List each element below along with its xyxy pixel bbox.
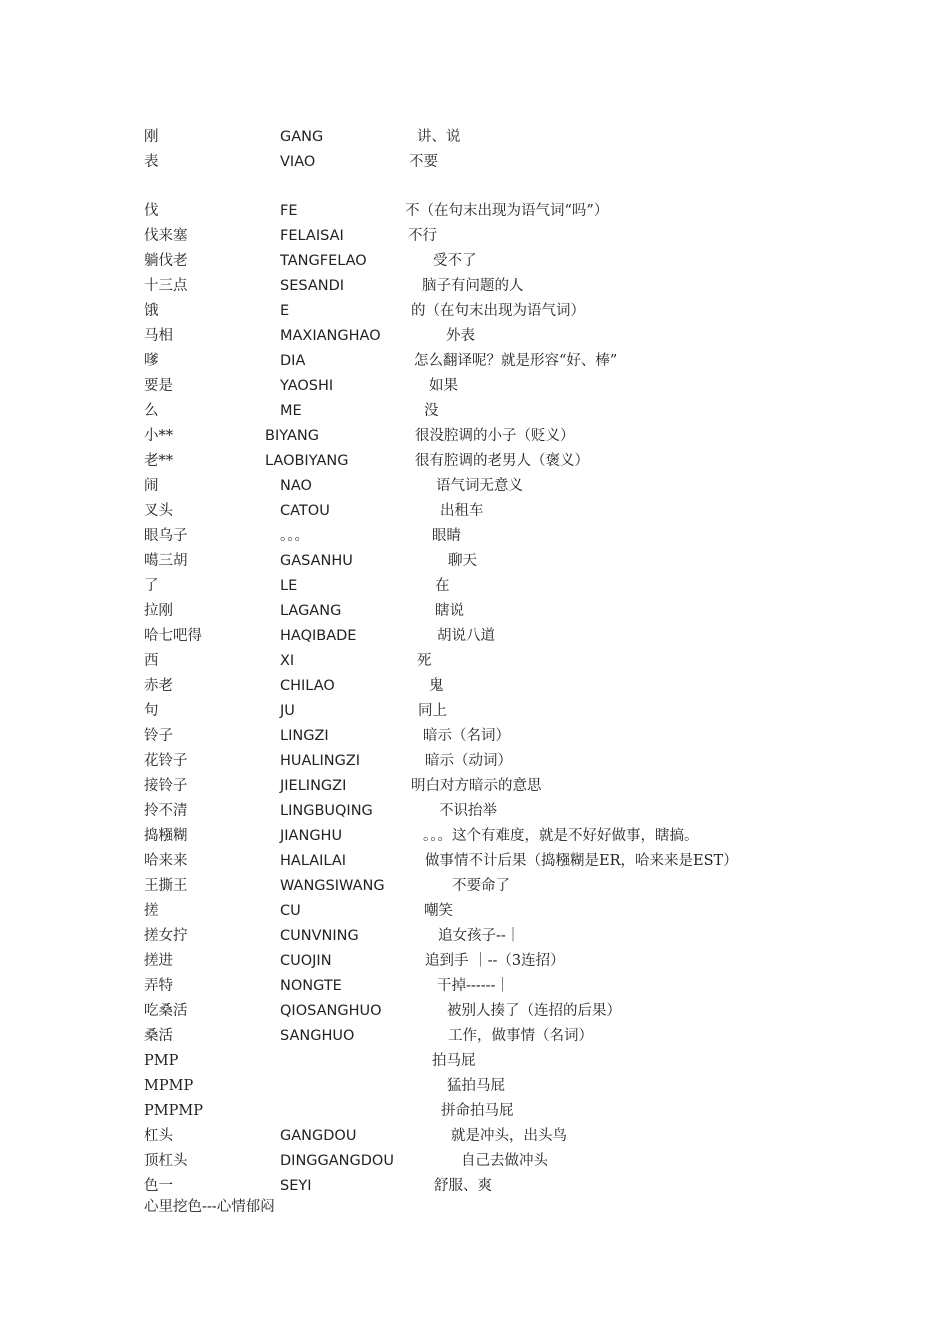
term-cell: 色一 <box>144 1178 173 1194</box>
glossary-row <box>0 151 950 173</box>
glossary-row <box>0 800 950 822</box>
term-cell: 拉刚 <box>144 603 173 619</box>
glossary-row <box>0 950 950 972</box>
term-cell: 搓女拧 <box>144 928 188 944</box>
meaning-cell: 被别人揍了（连招的后果） <box>447 1003 621 1019</box>
term-cell: 花铃子 <box>144 753 188 769</box>
glossary-row <box>0 875 950 897</box>
glossary-row <box>0 775 950 797</box>
meaning-cell: 追到手 ｜--（3连招） <box>425 953 565 969</box>
pinyin-cell: CUOJIN <box>280 953 332 969</box>
glossary-row <box>0 250 950 272</box>
glossary-row <box>0 1000 950 1022</box>
glossary-row <box>0 450 950 472</box>
pinyin-cell: XI <box>280 653 295 669</box>
pinyin-cell: LAOBIYANG <box>265 453 349 469</box>
term-cell: 西 <box>144 653 159 669</box>
glossary-row <box>0 200 950 222</box>
term-cell: 老** <box>144 453 173 469</box>
pinyin-cell: YAOSHI <box>280 378 334 394</box>
meaning-cell: 明白对方暗示的意思 <box>411 778 542 794</box>
meaning-cell: 同上 <box>418 703 447 719</box>
pinyin-cell: SESANDI <box>280 278 345 294</box>
glossary-row <box>0 550 950 572</box>
glossary-row <box>0 350 950 372</box>
meaning-cell: 怎么翻译呢？就是形容“好、棒” <box>414 353 618 369</box>
meaning-cell: 自己去做冲头 <box>461 1153 548 1169</box>
meaning-cell: 很没腔调的小子（贬义） <box>415 428 575 444</box>
term-cell: 铃子 <box>144 728 173 744</box>
term-cell: 刚 <box>144 129 159 145</box>
pinyin-cell: HUALINGZI <box>280 753 361 769</box>
pinyin-cell: JU <box>280 703 295 719</box>
pinyin-cell: CU <box>280 903 301 919</box>
meaning-cell: 拍马屁 <box>432 1053 476 1069</box>
glossary-row <box>0 675 950 697</box>
meaning-cell: 没 <box>424 403 439 419</box>
term-cell: 哈来来 <box>144 853 188 869</box>
meaning-cell: 聊天 <box>448 553 477 569</box>
meaning-cell: 鬼 <box>429 678 444 694</box>
meaning-cell: 。。。这个有难度，就是不好好做事，瞎搞。 <box>423 828 699 844</box>
meaning-cell: 嘲笑 <box>424 903 453 919</box>
term-cell: 赤老 <box>144 678 173 694</box>
term-cell: 顶杠头 <box>144 1153 188 1169</box>
pinyin-cell: JIELINGZI <box>280 778 347 794</box>
glossary-row <box>0 725 950 747</box>
pinyin-cell: GANGDOU <box>280 1128 357 1144</box>
term-cell: 噶三胡 <box>144 553 188 569</box>
glossary-row <box>0 126 950 148</box>
glossary-row <box>0 650 950 672</box>
meaning-cell: 讲、说 <box>417 129 461 145</box>
term-cell: 搓进 <box>144 953 173 969</box>
term-cell: 拎不清 <box>144 803 188 819</box>
glossary-row <box>0 1100 950 1122</box>
term-cell: 饿 <box>144 303 159 319</box>
glossary-row <box>0 575 950 597</box>
meaning-cell: 干掉------｜ <box>437 978 510 994</box>
meaning-cell: 不识抬举 <box>439 803 497 819</box>
glossary-row <box>0 1125 950 1147</box>
meaning-cell: 外表 <box>446 328 475 344</box>
glossary-row <box>0 375 950 397</box>
term-cell: 么 <box>144 403 159 419</box>
term-cell: 叉头 <box>144 503 173 519</box>
pinyin-cell: GANG <box>280 129 324 145</box>
pinyin-cell: DIA <box>280 353 306 369</box>
pinyin-cell: SEYI <box>280 1178 312 1194</box>
pinyin-cell: DINGGANGDOU <box>280 1153 394 1169</box>
meaning-cell: 语气词无意义 <box>436 478 523 494</box>
glossary-row <box>0 750 950 772</box>
meaning-cell: 就是冲头，出头鸟 <box>451 1128 567 1144</box>
meaning-cell: 瞎说 <box>435 603 464 619</box>
term-cell: 弄特 <box>144 978 173 994</box>
pinyin-cell: NAO <box>280 478 312 494</box>
glossary-row <box>0 1075 950 1097</box>
meaning-cell: 不要 <box>409 154 438 170</box>
term-cell: 句 <box>144 703 159 719</box>
meaning-cell: 死 <box>417 653 432 669</box>
meaning-cell: 脑子有问题的人 <box>422 278 524 294</box>
pinyin-cell: MAXIANGHAO <box>280 328 381 344</box>
term-cell: 伐来塞 <box>144 228 188 244</box>
term-cell: 搓 <box>144 903 159 919</box>
pinyin-cell: TANGFELAO <box>280 253 367 269</box>
glossary-row <box>0 525 950 547</box>
meaning-cell: 在 <box>435 578 450 594</box>
pinyin-cell: LAGANG <box>280 603 342 619</box>
pinyin-cell: LINGBUQING <box>280 803 373 819</box>
pinyin-cell: CHILAO <box>280 678 335 694</box>
pinyin-cell: SANGHUO <box>280 1028 355 1044</box>
term-cell: PMPMP <box>144 1103 203 1119</box>
term-cell: 嗲 <box>144 353 159 369</box>
pinyin-cell: JIANGHU <box>280 828 343 844</box>
meaning-cell: 胡说八道 <box>437 628 495 644</box>
meaning-cell: 工作，做事情（名词） <box>448 1028 593 1044</box>
meaning-cell: 不行 <box>408 228 437 244</box>
term-cell: 了 <box>144 578 159 594</box>
meaning-cell: 不（在句末出现为语气词“吗”） <box>405 203 609 219</box>
glossary-row <box>0 1175 950 1197</box>
term-cell: 躺伐老 <box>144 253 188 269</box>
meaning-cell: 暗示（名词） <box>423 728 510 744</box>
pinyin-cell: FE <box>280 203 298 219</box>
glossary-row <box>0 925 950 947</box>
term-cell: MPMP <box>144 1078 194 1094</box>
term-cell: 闹 <box>144 478 159 494</box>
pinyin-cell: HAQIBADE <box>280 628 357 644</box>
term-cell: 小** <box>144 428 173 444</box>
glossary-row <box>0 625 950 647</box>
glossary-row <box>0 400 950 422</box>
pinyin-cell: E <box>280 303 290 319</box>
pinyin-cell: CUNVNING <box>280 928 359 944</box>
term-cell: 王撕王 <box>144 878 188 894</box>
glossary-row <box>0 1150 950 1172</box>
term-cell: 要是 <box>144 378 173 394</box>
meaning-cell: 猛拍马屁 <box>447 1078 505 1094</box>
term-cell: 吃桑活 <box>144 1003 188 1019</box>
meaning-cell: 如果 <box>429 378 458 394</box>
meaning-cell: 做事情不计后果（捣糨糊是ER，哈来来是EST） <box>425 853 738 869</box>
meaning-cell: 的（在句末出现为语气词） <box>411 303 585 319</box>
term-cell: PMP <box>144 1053 179 1069</box>
term-cell: 十三点 <box>144 278 188 294</box>
glossary-row <box>0 300 950 322</box>
pinyin-cell: WANGSIWANG <box>280 878 385 894</box>
glossary-row <box>0 1025 950 1047</box>
pinyin-cell: FELAISAI <box>280 228 344 244</box>
pinyin-cell: GASANHU <box>280 553 353 569</box>
pinyin-cell: LE <box>280 578 298 594</box>
pinyin-cell: NONGTE <box>280 978 342 994</box>
meaning-cell: 暗示（动词） <box>425 753 512 769</box>
pinyin-cell: CATOU <box>280 503 330 519</box>
glossary-row <box>0 475 950 497</box>
meaning-cell: 拼命拍马屁 <box>441 1103 514 1119</box>
glossary-row <box>0 325 950 347</box>
pinyin-cell: BIYANG <box>265 428 319 444</box>
term-cell: 表 <box>144 154 159 170</box>
term-cell: 马相 <box>144 328 173 344</box>
glossary-row <box>0 900 950 922</box>
meaning-cell: 眼睛 <box>432 528 461 544</box>
glossary-row <box>0 825 950 847</box>
meaning-cell: 很有腔调的老男人（褒义） <box>415 453 589 469</box>
pinyin-cell: 。。。 <box>280 528 309 544</box>
glossary-row <box>0 850 950 872</box>
glossary-row <box>0 600 950 622</box>
term-cell: 捣糨糊 <box>144 828 188 844</box>
pinyin-cell: QIOSANGHUO <box>280 1003 382 1019</box>
pinyin-cell: LINGZI <box>280 728 329 744</box>
footer-line: 心里挖色---心情郁闷 <box>144 1199 275 1215</box>
term-cell: 杠头 <box>144 1128 173 1144</box>
glossary-row <box>0 425 950 447</box>
glossary-row <box>0 1050 950 1072</box>
term-cell: 伐 <box>144 203 159 219</box>
meaning-cell: 出租车 <box>440 503 484 519</box>
glossary-row <box>0 975 950 997</box>
pinyin-cell: HALAILAI <box>280 853 347 869</box>
pinyin-cell: ME <box>280 403 302 419</box>
glossary-row <box>0 700 950 722</box>
pinyin-cell: VIAO <box>280 154 316 170</box>
glossary-row <box>0 225 950 247</box>
term-cell: 接铃子 <box>144 778 188 794</box>
term-cell: 眼乌子 <box>144 528 188 544</box>
meaning-cell: 受不了 <box>433 253 477 269</box>
glossary-row <box>0 500 950 522</box>
glossary-row <box>0 275 950 297</box>
meaning-cell: 不要命了 <box>452 878 510 894</box>
term-cell: 桑活 <box>144 1028 173 1044</box>
meaning-cell: 舒服、爽 <box>434 1178 492 1194</box>
term-cell: 哈七吧得 <box>144 628 202 644</box>
meaning-cell: 追女孩子--｜ <box>438 928 521 944</box>
